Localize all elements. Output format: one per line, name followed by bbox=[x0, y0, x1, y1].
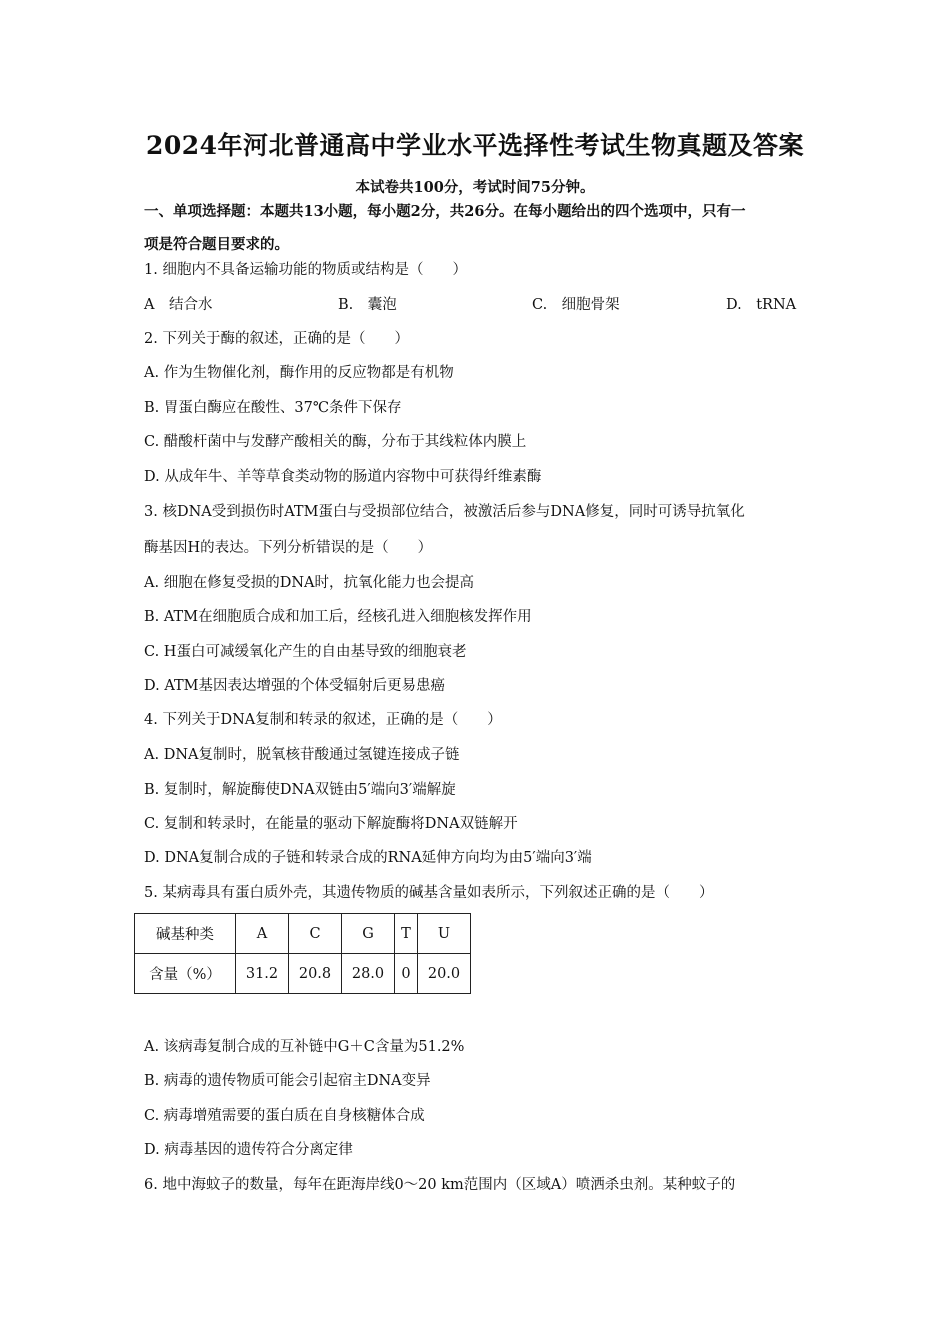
table-cell: 31.2 bbox=[236, 954, 289, 994]
table-cell: T bbox=[395, 914, 418, 954]
q3-stem-line1: 3. 核DNA受到损伤时ATM蛋白与受损部位结合，被激活后参与DNA修复，同时可诱导抗氧化 bbox=[144, 504, 745, 520]
q2-option-c: C. 醋酸杆菌中与发酵产酸相关的酶，分布于其线粒体内膜上 bbox=[144, 434, 527, 450]
q5-option-c: C. 病毒增殖需要的蛋白质在自身核糖体合成 bbox=[144, 1108, 425, 1124]
table-header-row bbox=[135, 914, 471, 954]
base-content-table bbox=[134, 913, 471, 994]
section-heading-line2: 项是符合题目要求的。 bbox=[144, 236, 289, 253]
table-cell: 20.0 bbox=[418, 954, 471, 994]
table-cell: 含量（%） bbox=[135, 954, 236, 994]
table-cell: 20.8 bbox=[289, 954, 342, 994]
table-cell: U bbox=[418, 914, 471, 954]
q3-option-d: D. ATM基因表达增强的个体受辐射后更易患癌 bbox=[144, 678, 446, 694]
q5-stem: 5. 某病毒具有蛋白质外壳，其遗传物质的碱基含量如表所示，下列叙述正确的是（ ） bbox=[144, 885, 714, 901]
q2-option-a: A. 作为生物催化剂，酶作用的反应物都是有机物 bbox=[144, 365, 454, 381]
q5-option-d: D. 病毒基因的遗传符合分离定律 bbox=[144, 1142, 353, 1158]
q2-stem: 2. 下列关于酶的叙述，正确的是（ ） bbox=[144, 331, 409, 347]
q2-option-d: D. 从成年牛、羊等草食类动物的肠道内容物中可获得纤维素酶 bbox=[144, 469, 542, 485]
q1-option-c: C. 细胞骨架 bbox=[532, 297, 620, 313]
q4-option-d: D. DNA复制合成的子链和转录合成的RNA延伸方向均为由5′端向3′端 bbox=[144, 850, 592, 866]
q3-option-c: C. H蛋白可减缓氧化产生的自由基导致的细胞衰老 bbox=[144, 644, 467, 660]
q4-option-c: C. 复制和转录时，在能量的驱动下解旋酶将DNA双链解开 bbox=[144, 816, 518, 832]
q1-option-d: D. tRNA bbox=[726, 297, 797, 313]
table-cell: 碱基种类 bbox=[135, 914, 236, 954]
table-cell: A bbox=[236, 914, 289, 954]
q3-option-a: A. 细胞在修复受损的DNA时，抗氧化能力也会提高 bbox=[144, 575, 474, 591]
q3-stem-line2: 酶基因H的表达。下列分析错误的是（ ） bbox=[144, 540, 433, 556]
q6-stem: 6. 地中海蚊子的数量，每年在距海岸线0～20 km范围内（区域A）喷洒杀虫剂。某种蚊子的 bbox=[144, 1177, 736, 1193]
q3-option-b: B. ATM在细胞质合成和加工后，经核孔进入细胞核发挥作用 bbox=[144, 609, 532, 625]
q4-stem: 4. 下列关于DNA复制和转录的叙述，正确的是（ ） bbox=[144, 712, 502, 728]
table-row bbox=[135, 954, 471, 994]
q4-option-a: A. DNA复制时，脱氧核苷酸通过氢键连接成子链 bbox=[144, 747, 460, 763]
q5-option-a: A. 该病毒复制合成的互补链中G＋C含量为51.2% bbox=[144, 1039, 465, 1055]
table-cell: 28.0 bbox=[342, 954, 395, 994]
table-cell: 0 bbox=[395, 954, 418, 994]
q4-option-b: B. 复制时，解旋酶使DNA双链由5′端向3′端解旋 bbox=[144, 782, 456, 798]
table-cell: C bbox=[289, 914, 342, 954]
page-title: 2024年河北普通高中学业水平选择性考试生物真题及答案 bbox=[145, 131, 805, 160]
q1-option-a: A 结合水 bbox=[144, 297, 213, 313]
table-cell: G bbox=[342, 914, 395, 954]
q5-option-b: B. 病毒的遗传物质可能会引起宿主DNA变异 bbox=[144, 1073, 431, 1089]
q1-stem: 1. 细胞内不具备运输功能的物质或结构是（ ） bbox=[144, 262, 467, 278]
q1-option-b: B. 囊泡 bbox=[338, 297, 397, 313]
q2-option-b: B. 胃蛋白酶应在酸性、37℃条件下保存 bbox=[144, 400, 402, 416]
section-heading-line1: 一、单项选择题：本题共13小题，每小题2分，共26分。在每小题给出的四个选项中，只有一 bbox=[144, 203, 746, 220]
exam-info: 本试卷共100分，考试时间75分钟。 bbox=[355, 179, 595, 196]
